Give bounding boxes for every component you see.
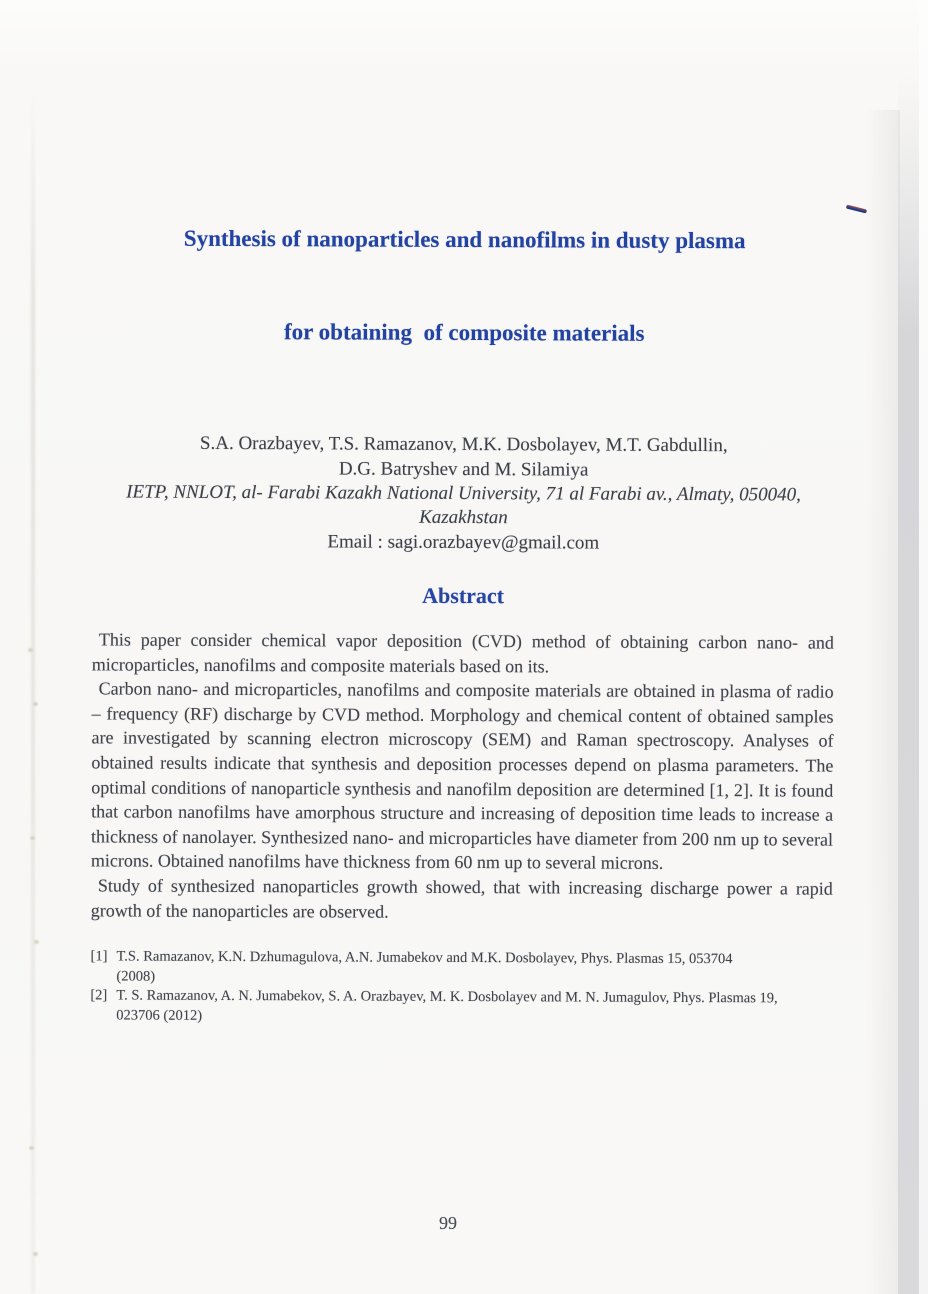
authors-line-2: D.G. Batryshev and M. Silamiya xyxy=(338,458,589,481)
references-list xyxy=(90,947,832,1028)
scan-speck xyxy=(28,648,33,652)
page-title xyxy=(93,160,836,411)
affiliation-line-1: IETP, NNLOT, al- Farabi Kazakh National University, 71 al Farabi av., Almaty, 050040, xyxy=(126,481,801,506)
reference-text: T.S. Ramazanov, K.N. Dzhumagulova, A.N. Jumabekov and M.K. Dosbolayev, Phys. Plasmas 15, 053704 xyxy=(116,948,733,968)
title-line-2: for obtaining of composite materials xyxy=(283,319,645,346)
page-content xyxy=(90,160,836,1028)
binding-crease xyxy=(31,90,35,1294)
abstract-body xyxy=(91,627,834,925)
reference-label: [2] xyxy=(90,987,108,1004)
abstract-paragraph-3: Study of synthesized nanoparticles growth showed, that with increasing discharge power a rapid growth of the nanoparticles are observed. xyxy=(90,875,833,922)
authors-line-1: S.A. Orazbayev, T.S. Ramazanov, M.K. Dosbolayev, M.T. Gabdullin, xyxy=(199,432,728,457)
reference-item xyxy=(90,986,832,1028)
scan-speck xyxy=(33,1252,38,1256)
page-edge-shadow-soft xyxy=(866,110,900,1294)
scan-speck xyxy=(34,940,39,944)
affiliation-line-2: Kazakhstan xyxy=(419,506,508,529)
title-line-1: Synthesis of nanoparticles and nanofilms in dusty plasma xyxy=(183,225,746,254)
scan-speck xyxy=(30,836,35,840)
affiliation-block xyxy=(92,480,834,531)
abstract-paragraph-1: This paper consider chemical vapor deposition (CVD) method of obtaining carbon nano- and microparticles, nanofilms and composite materials based on its. xyxy=(91,629,834,676)
email-line: Email : sagi.orazbayev@gmail.com xyxy=(327,531,600,554)
scan-right-edge xyxy=(919,0,928,1294)
scan-speck xyxy=(33,702,38,706)
pen-mark xyxy=(846,205,867,214)
reference-text-continued: (2008) xyxy=(116,968,156,985)
reference-label: [1] xyxy=(90,948,108,965)
page-edge-shadow xyxy=(898,74,919,1294)
scan-speck xyxy=(29,1146,34,1150)
reference-text: T. S. Ramazanov, A. N. Jumabekov, S. A. Orazbayev, M. K. Dosbolayev and M. N. Jumagulov, Phys. Plasmas 19, xyxy=(116,987,778,1007)
abstract-paragraph-2: Carbon nano- and microparticles, nanofilms and composite materials are obtained in plasma of radio – frequency (RF) discharge by CVD method. Morphology and chemical content of obtained samples are investigated by scanning electron microscopy (SEM) and Raman spectroscopy. Analyses of obtained results indicate that synthesis and deposition processes depend on plasma parameters. The optimal conditions of nanoparticle synthesis and nanofilm deposition are determined [1, 2]. It is found that carbon nanofilms have amorphous structure and increasing of deposition time leads to increase a thickness of nanolayer. Synthesized nano- and microparticles have diameter from 200 nm up to several microns. Obtained nanofilms have thickness from 60 nm up to several microns. xyxy=(90,678,834,874)
authors-block xyxy=(93,430,835,483)
page-number: 99 xyxy=(439,1213,457,1233)
section-heading-abstract: Abstract xyxy=(422,582,505,609)
reference-item xyxy=(90,947,832,989)
reference-text-continued: 023706 (2012) xyxy=(116,1007,203,1024)
